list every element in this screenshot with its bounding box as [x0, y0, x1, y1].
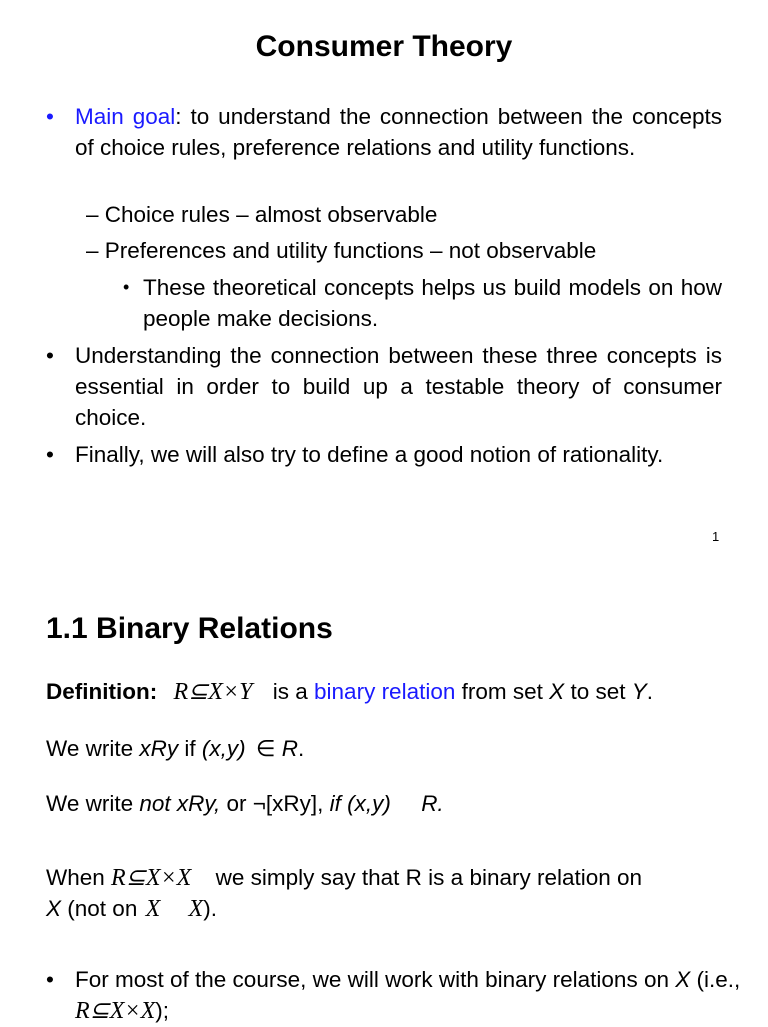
slide-title: Consumer Theory: [255, 30, 513, 63]
line-text: ).: [203, 896, 217, 921]
write-xry-line: [46, 733, 304, 764]
product-math-left: X: [145, 896, 161, 922]
set-y: Y: [631, 679, 647, 704]
when-line-2: [46, 893, 217, 925]
subsub-dot: •: [123, 277, 130, 297]
sub-bullet-choice-rules: – Choice rules – almost observable: [86, 202, 438, 227]
main-goal-text: : to understand the connection between the concepts of choice rules, preference relations and utility functions.: [75, 104, 723, 160]
bullet-rationality: Finally, we will also try to define a good notion of rationality.: [75, 442, 664, 467]
xry-expression: xRy: [139, 736, 179, 761]
subset-math: R⊆X×X: [75, 998, 156, 1024]
line-text: .: [298, 736, 305, 761]
subset-math: R⊆X×X: [111, 865, 192, 891]
set-x: X: [549, 679, 565, 704]
definition-label: Definition:: [46, 679, 158, 704]
page-number: 1: [712, 529, 720, 544]
bullet-understanding: Understanding the connection between these three concepts is essential in order to build up a testable theory of consumer choice.: [75, 343, 722, 430]
write-not-xry-line: [46, 788, 444, 819]
section-heading: 1.1 Binary Relations: [46, 612, 333, 645]
definition-math: R⊆X×Y: [173, 679, 253, 705]
binary-relation-term: binary relation: [314, 679, 456, 704]
bullet-dot: •: [46, 442, 54, 467]
bullet-dot: •: [46, 343, 54, 368]
not-xry-expression: not xRy,: [139, 791, 221, 816]
bullet-dot: •: [46, 104, 54, 129]
line-text: When: [46, 865, 105, 890]
set-x: X: [675, 967, 691, 992]
product-math-right: X: [188, 896, 204, 922]
definition-text: .: [646, 679, 654, 704]
definition-text: to set: [570, 679, 626, 704]
bullet-binary-relations-on-x: [75, 964, 745, 1027]
line-text: if: [184, 736, 196, 761]
line-text: we simply say that R is a binary relation on: [215, 865, 643, 890]
when-line: [46, 862, 642, 894]
definition-line: [46, 676, 653, 708]
definition-text: is a: [272, 679, 308, 704]
definition-text: from set: [461, 679, 543, 704]
pair-expression: (x,y): [201, 736, 246, 761]
line-text: We write: [46, 736, 134, 761]
line-text: We write: [46, 791, 134, 816]
subsub-bullet-theory: These theoretical concepts helps us build models on how people make decisions.: [143, 275, 722, 331]
pair-expression: if (x,y): [329, 791, 391, 816]
bullet-text: (i.e.,: [696, 967, 741, 992]
sub-bullet-preferences: – Preferences and utility functions – not observable: [86, 238, 597, 263]
bullet-text: For most of the course, we will work with binary relations on: [75, 967, 669, 992]
negation-expression: or ¬[xRy],: [226, 791, 324, 816]
relation-r: R: [281, 736, 299, 761]
line-text: (not on: [67, 896, 138, 921]
relation-r: R.: [421, 791, 444, 816]
set-x: X: [46, 896, 62, 921]
element-of-symbol: ∈: [255, 736, 276, 761]
bullet-text: );: [155, 998, 170, 1023]
main-goal-label: Main goal: [75, 104, 176, 129]
bullet-dot: •: [46, 967, 54, 992]
bullet-main-goal: [75, 101, 722, 163]
